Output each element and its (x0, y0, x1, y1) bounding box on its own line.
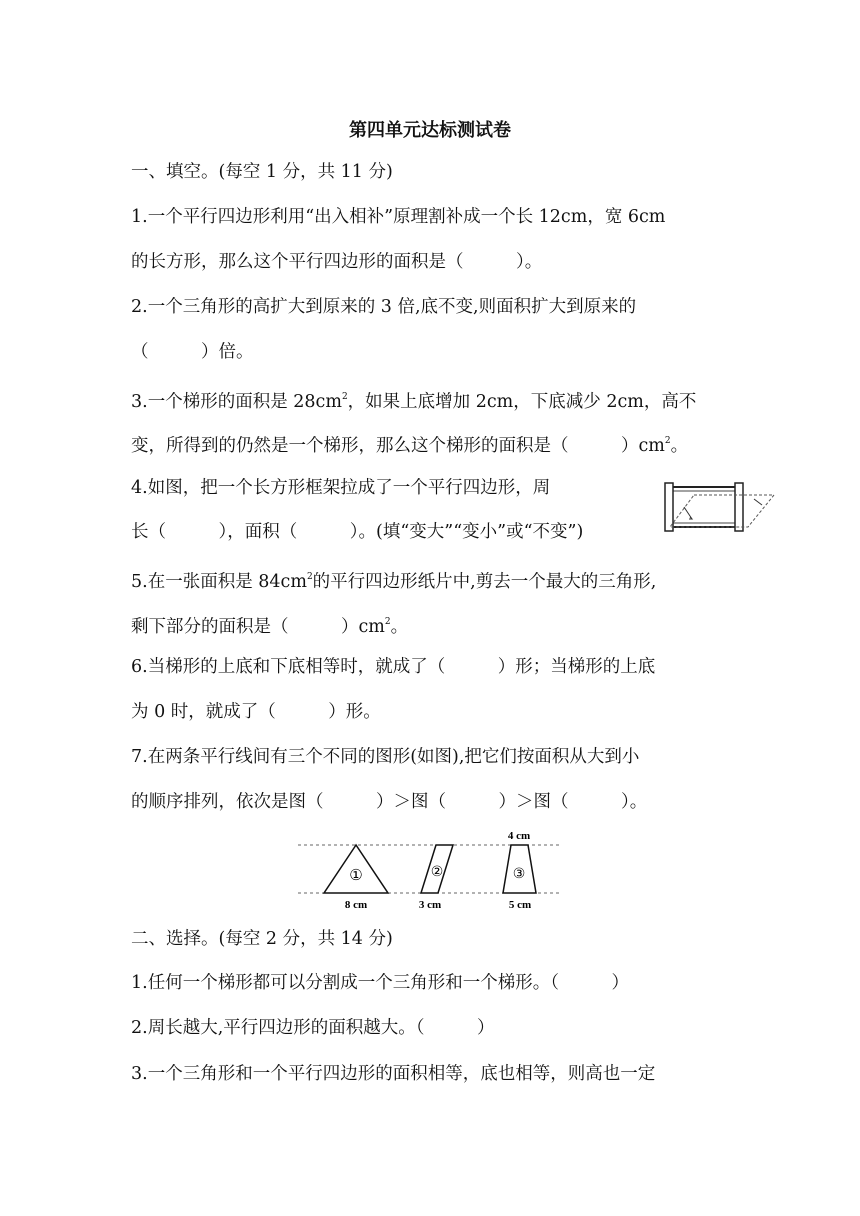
shapes-figure (298, 826, 560, 914)
section1-heading: 一、填空。(每空 1 分，共 11 分) (131, 162, 393, 182)
q5-line2: 剩下部分的面积是（ ）$cm^2$。 (131, 617, 409, 637)
label-2: ② (430, 864, 444, 880)
label-4cm: 4 cm (507, 830, 531, 842)
q4-line2: 长（ ），面积（ ）。(填“变大”“变小”或“不变”) (131, 522, 584, 542)
q6-line2: 为 0 时，就成了（ ）形。 (131, 702, 381, 722)
s2-q3: 3.一个三角形和一个平行四边形的面积相等，底也相等，则高也一定 (131, 1064, 656, 1084)
q2-line2: （ ）倍。 (131, 342, 254, 362)
q6-line1: 6.当梯形的上底和下底相等时，就成了（ ）形；当梯形的上底 (131, 657, 656, 677)
page-title: 第四单元达标测试卷 (349, 120, 511, 141)
superscript: 2 (664, 436, 671, 446)
q3-line2: 变，所得到的仍然是一个梯形，那么这个梯形的面积是（ ）$cm^2$。 (131, 436, 689, 456)
label-3: ③ (512, 866, 526, 882)
s2-q2: 2.周长越大,平行四边形的面积越大。（ ） (131, 1018, 495, 1038)
superscript: 2 (341, 392, 348, 402)
q7-line2: 的顺序排列，依次是图（ ）＞图（ ）＞图（ ）。 (131, 792, 648, 812)
q5-line1: 5.在一张面积是 $84cm^2$的平行四边形纸片中,剪去一个最大的三角形, (131, 572, 657, 592)
frame-figure (664, 481, 778, 535)
q1-line2: 的长方形，那么这个平行四边形的面积是（ ）。 (131, 252, 543, 272)
q4-line1: 4.如图，把一个长方形框架拉成了一个平行四边形，周 (131, 478, 551, 498)
q7-line1: 7.在两条平行线间有三个不同的图形(如图),把它们按面积从大到小 (131, 747, 640, 767)
superscript: 2 (306, 572, 313, 582)
label-3cm: 3 cm (418, 899, 442, 911)
q1-line1: 1.一个平行四边形利用“出入相补”原理割补成一个长 12cm，宽 6cm (131, 207, 666, 227)
q2-line1: 2.一个三角形的高扩大到原来的 3 倍,底不变,则面积扩大到原来的 (131, 297, 637, 317)
s2-q1: 1.任何一个梯形都可以分割成一个三角形和一个梯形。（ ） (131, 973, 629, 993)
label-5cm: 5 cm (508, 899, 532, 911)
label-8cm: 8 cm (344, 899, 368, 911)
section2-heading: 二、选择。(每空 2 分，共 14 分) (131, 929, 393, 949)
label-1: ① (349, 866, 363, 884)
superscript: 2 (384, 617, 391, 627)
q3-line1: 3.一个梯形的面积是 $28cm^2$，如果上底增加 2cm，下底减少 2cm，高不 (131, 392, 697, 412)
